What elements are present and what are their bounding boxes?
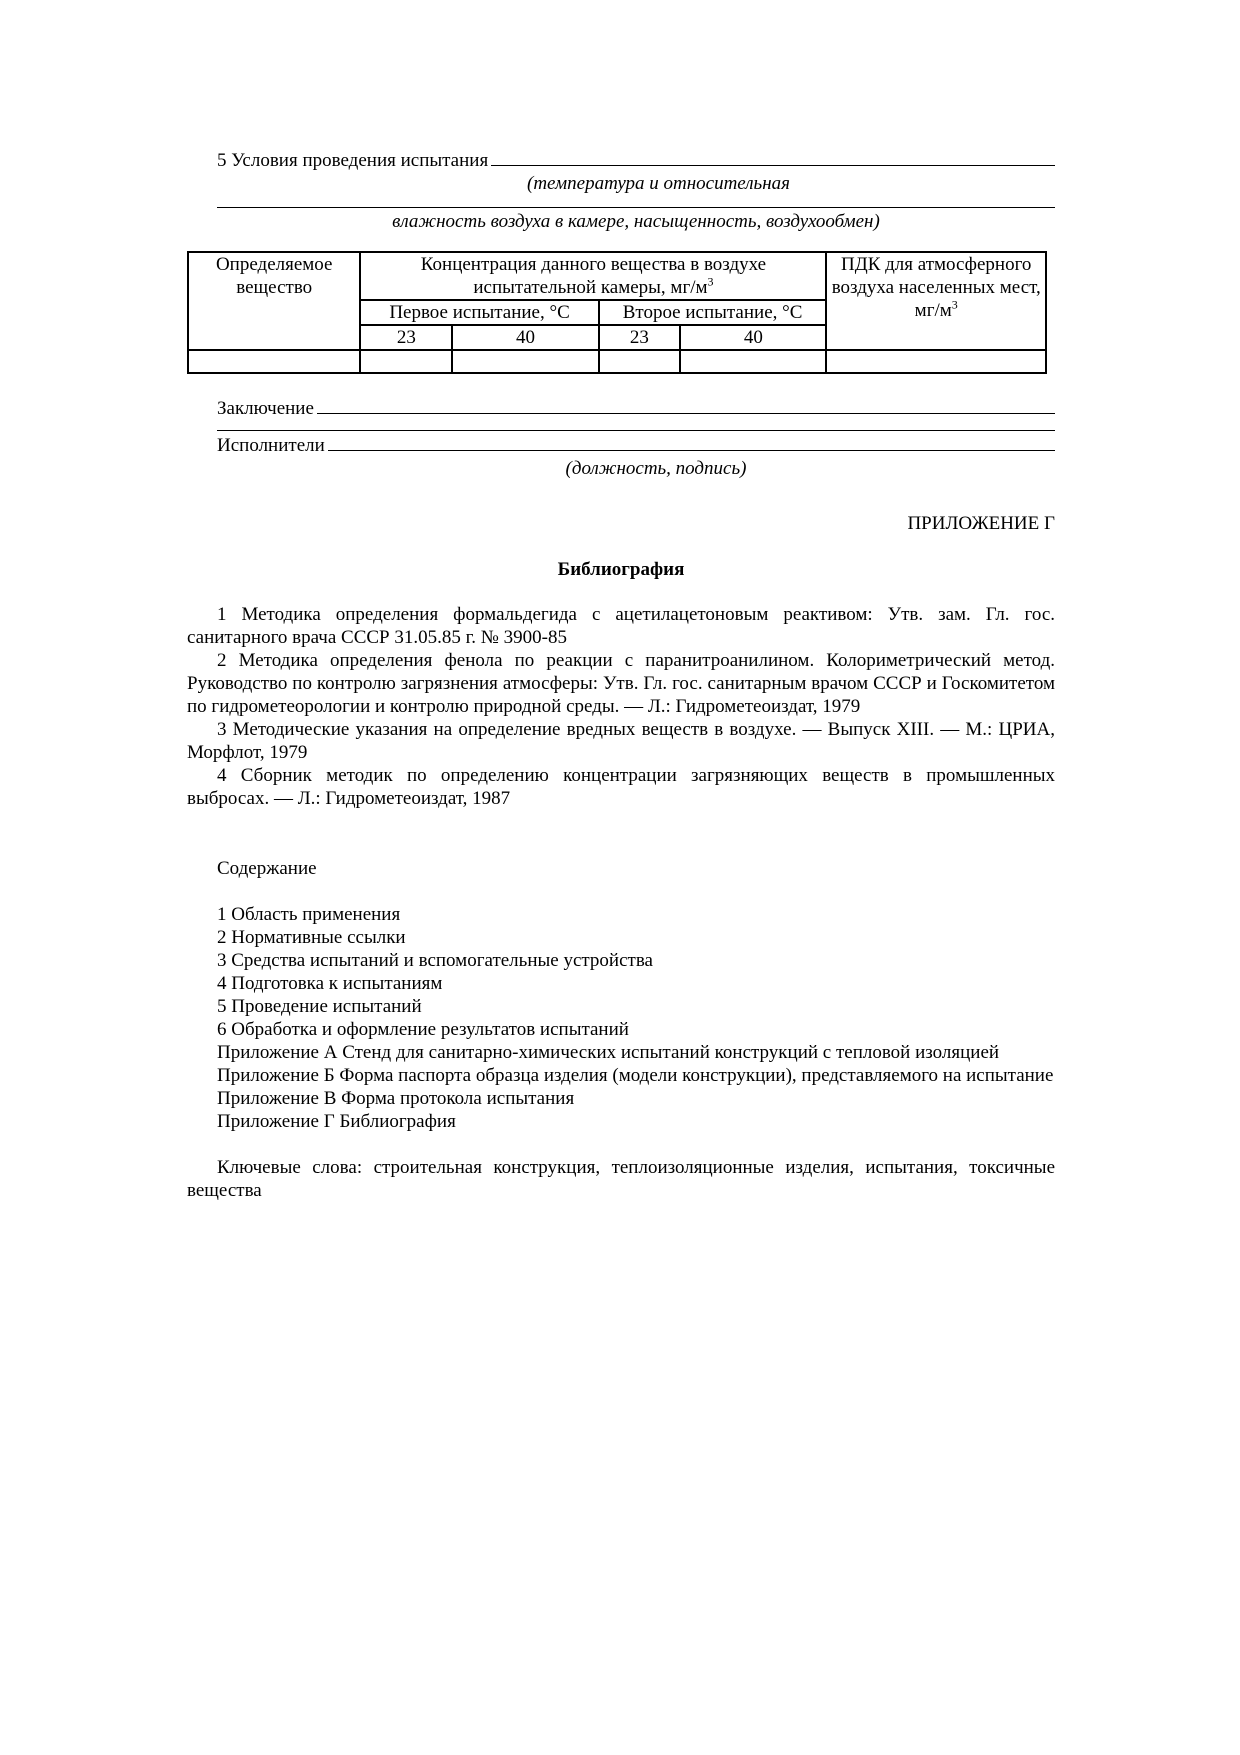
contents-item: Приложение В Форма протокола испытания: [217, 1088, 575, 1109]
conditions-hint-1: (температура и относительная: [527, 173, 790, 194]
bibliography-item: 2 Методика определения фенола по реакции с паранитроанилином. Колориметрический метод. Руководство по контролю загрязнения атмосферы: Утв. Гл. гос. санитарным врачом СССР и Госкомитетом по гидрометеорологии и контролю природной среды. — Л.: Гидрометеоиздат, 1979: [187, 650, 1055, 717]
table-header-concentration-text: Концентрация данного вещества в воздухе испытательной камеры, мг/м: [420, 254, 767, 298]
table-header-concentration: [360, 252, 826, 300]
table-empty-cell: [452, 350, 598, 373]
table-temp-cell: 40: [452, 325, 598, 350]
table-empty-cell: [826, 350, 1046, 373]
bibliography-title: Библиография: [557, 559, 685, 580]
protocol-table: [187, 251, 1047, 374]
contents-list: [187, 903, 1055, 1133]
table-header-pdk: [826, 252, 1046, 350]
conditions-blank-2: [217, 195, 1055, 208]
contents-item: 4 Подготовка к испытаниям: [217, 973, 443, 994]
contents-title: Содержание: [217, 858, 317, 879]
table-header-concentration-sup: 3: [707, 274, 714, 289]
table-header-second-test: Второе испытание, °С: [599, 300, 827, 325]
conditions-blank: [491, 148, 1055, 166]
conclusion-blank-2: [217, 420, 1055, 431]
contents-item: 1 Область применения: [217, 904, 401, 925]
table-header-first-test: Первое испытание, °С: [360, 300, 598, 325]
contents-item: 6 Обработка и оформление результатов испытаний: [217, 1019, 629, 1040]
table-empty-cell: [680, 350, 826, 373]
contents-item: 2 Нормативные ссылки: [217, 927, 406, 948]
conditions-line: [187, 148, 1055, 172]
conclusion-blank: [317, 396, 1055, 414]
table-header-pdk-text: ПДК для атмосферного воздуха населенных мест, мг/м: [831, 254, 1041, 321]
contents-item: 5 Проведение испытаний: [217, 996, 422, 1017]
contents-item: Приложение А Стенд для санитарно-химических испытаний конструкций с тепловой изоляцией: [217, 1042, 1000, 1063]
contents-item: Приложение Б Форма паспорта образца изделия (модели конструкции), представляемого на испытание: [217, 1065, 1054, 1086]
table-empty-cell: [599, 350, 681, 373]
table-header-pdk-sup: 3: [951, 297, 958, 312]
conclusion-label: Заключение: [217, 398, 314, 419]
bibliography-list: [187, 603, 1055, 810]
executors-blank: [328, 433, 1055, 451]
conditions-label: 5 Условия проведения испытания: [217, 150, 489, 171]
table-temp-cell: 23: [360, 325, 452, 350]
contents-item: Приложение Г Библиография: [217, 1111, 456, 1132]
table-header-substance: [188, 252, 360, 350]
executors-hint: (должность, подпись): [565, 458, 747, 479]
conclusion-line: [187, 396, 1055, 420]
contents-item: 3 Средства испытаний и вспомогательные устройства: [217, 950, 653, 971]
keywords: Ключевые слова: строительная конструкция, теплоизоляционные изделия, испытания, токсичные вещества: [187, 1157, 1055, 1201]
bibliography-item: 4 Сборник методик по определению концентрации загрязняющих веществ в промышленных выбросах. — Л.: Гидрометеоиздат, 1987: [187, 765, 1055, 809]
executors-label: Исполнители: [217, 435, 325, 456]
bibliography-item: 3 Методические указания на определение вредных веществ в воздухе. — Выпуск XIII. — М.: ЦРИА, Морфлот, 1979: [187, 719, 1055, 763]
table-empty-cell: [188, 350, 360, 373]
bibliography-item: 1 Методика определения формальдегида с ацетилацетоновым реактивом: Утв. зам. Гл. гос. санитарного врача СССР 31.05.85 г. № 3900-85: [187, 604, 1055, 648]
document-page: [187, 148, 1055, 1202]
table-temp-cell: 40: [680, 325, 826, 350]
table-temp-cell: 23: [599, 325, 681, 350]
executors-line: [187, 433, 1055, 457]
conditions-hint-2: влажность воздуха в камере, насыщенность, воздухообмен): [392, 211, 880, 232]
table-header-substance-text: Определяемое вещество: [215, 254, 333, 298]
appendix-label: ПРИЛОЖЕНИЕ Г: [907, 513, 1055, 534]
table-empty-cell: [360, 350, 452, 373]
